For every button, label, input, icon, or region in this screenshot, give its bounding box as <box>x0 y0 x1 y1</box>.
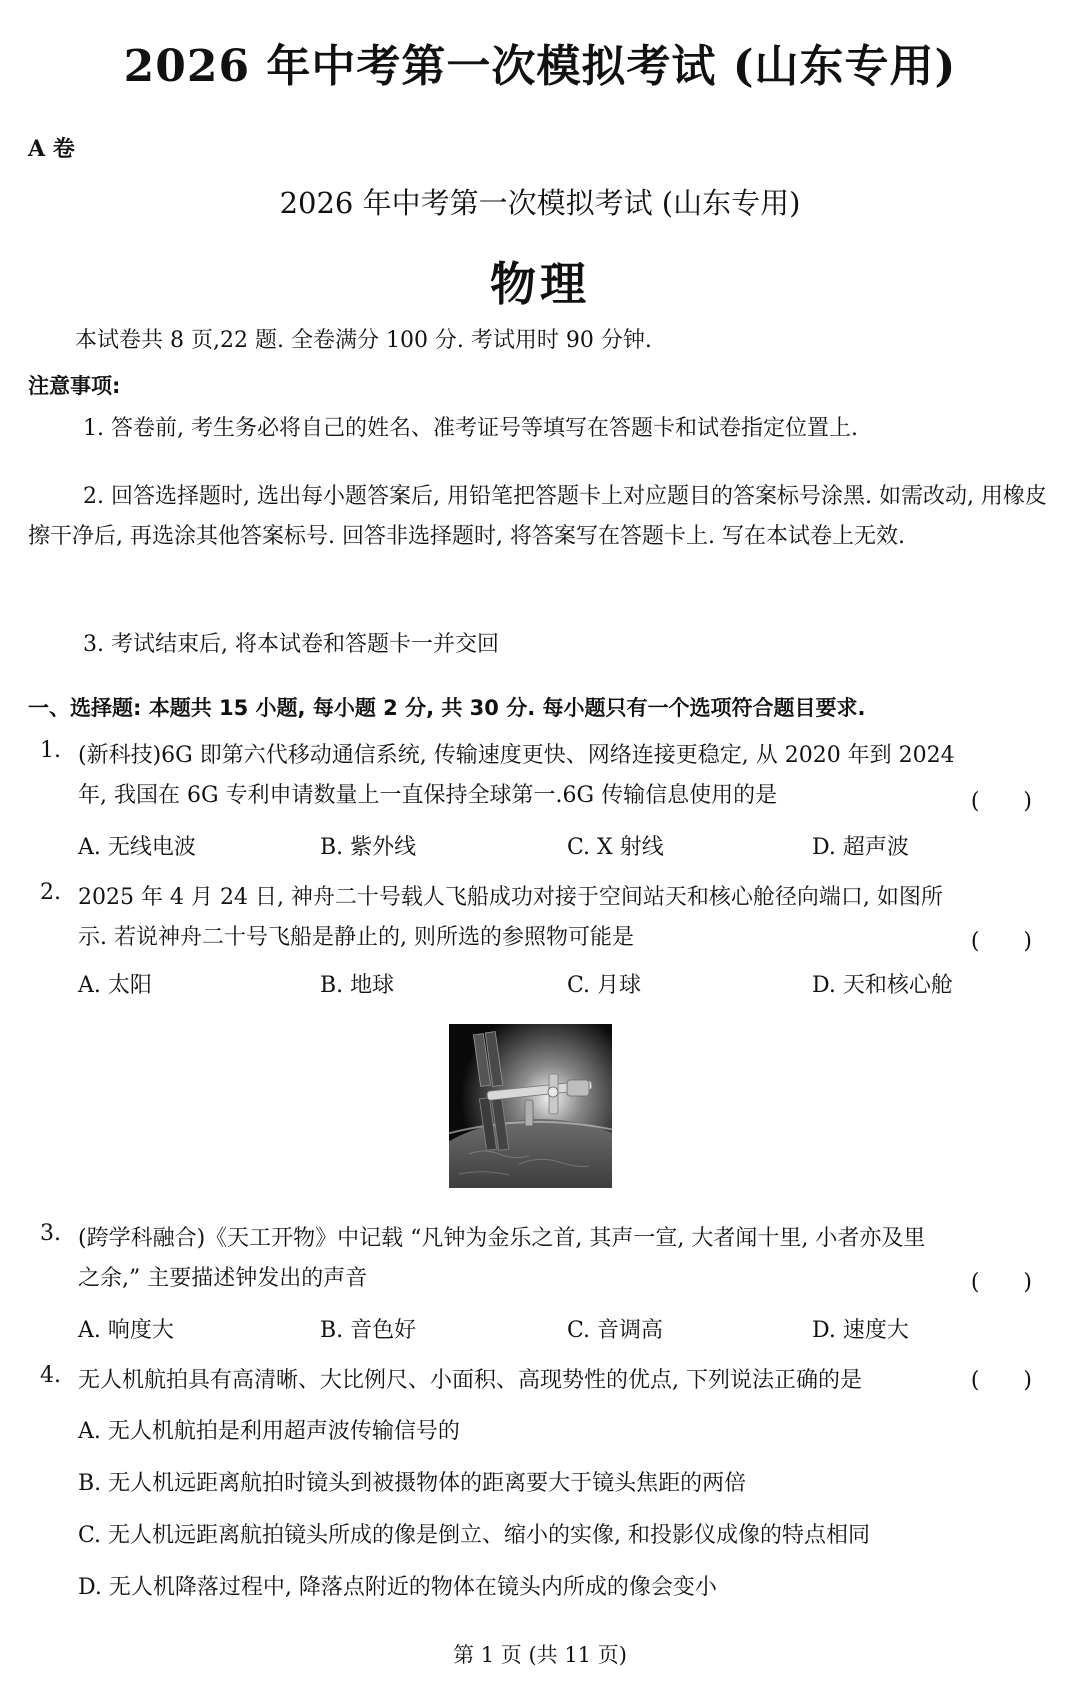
option-c: C. 无人机远距离航拍镜头所成的像是倒立、缩小的实像, 和投影仪成像的特点相同 <box>78 1523 871 1548</box>
option-d: D. 无人机降落过程中, 降落点附近的物体在镜头内所成的像会变小 <box>78 1575 717 1600</box>
question-number: 4. <box>40 1363 61 1388</box>
paper-label: A 卷 <box>28 136 75 162</box>
option-d: D. 速度大 <box>812 1318 909 1343</box>
option-a: A. 响度大 <box>78 1318 174 1343</box>
option-b: B. 无人机远距离航拍时镜头到被摄物体的距离要大于镜头焦距的两倍 <box>78 1471 747 1496</box>
notice-item-1: 1. 答卷前, 考生务必将自己的姓名、准考证号等填写在答题卡和试卷指定位置上. <box>83 416 858 441</box>
option-b: B. 音色好 <box>320 1318 417 1343</box>
answer-bracket: ( ) <box>970 1270 1032 1295</box>
option-a: A. 太阳 <box>78 973 152 998</box>
question-text-line: 无人机航拍具有高清晰、大比例尺、小面积、高现势性的优点, 下列说法正确的是 <box>78 1368 862 1393</box>
question-text-line: 2025 年 4 月 24 日, 神舟二十号载人飞船成功对接于空间站天和核心舱径向端口, 如图所 <box>78 885 943 910</box>
answer-bracket: ( ) <box>970 929 1032 954</box>
page-number: 第 1 页 (共 11 页) <box>453 1643 627 1667</box>
notice-item-2: 2. 回答选择题时, 选出每小题答案后, 用铅笔把答题卡上对应题目的答案标号涂黑. 如需改动, 用橡皮擦干净后, 再选涂其他答案标号. 回答非选择题时, 将答案写在答题卡上. 写在本试卷上无效. <box>28 484 1047 549</box>
question-number: 2. <box>40 880 61 905</box>
question-text-line: (跨学科融合)《天工开物》中记载 “凡钟为金乐之首, 其声一宣, 大者闻十里, 小者亦及里 <box>78 1226 926 1251</box>
option-b: B. 地球 <box>320 973 395 998</box>
option-d: D. 天和核心舱 <box>812 973 953 998</box>
question-number: 1. <box>40 738 61 763</box>
question-text-line: 年, 我国在 6G 专利申请数量上一直保持全球第一.6G 传输信息使用的是 <box>78 783 778 808</box>
notice-heading: 注意事项: <box>28 374 121 398</box>
option-c: C. 音调高 <box>567 1318 664 1343</box>
option-c: C. X 射线 <box>567 835 664 860</box>
notice-item-3: 3. 考试结束后, 将本试卷和答题卡一并交回 <box>83 632 499 657</box>
option-c: C. 月球 <box>567 973 642 998</box>
exam-subtitle: 2026 年中考第一次模拟考试 (山东专用) <box>279 186 801 220</box>
option-a: A. 无线电波 <box>78 835 196 860</box>
question-text-line: (新科技)6G 即第六代移动通信系统, 传输速度更快、网络连接更稳定, 从 2020 年到 2024 <box>78 743 955 768</box>
option-b: B. 紫外线 <box>320 835 417 860</box>
exam-intro: 本试卷共 8 页,22 题. 全卷满分 100 分. 考试用时 90 分钟. <box>75 328 652 353</box>
question-text-line: 示. 若说神舟二十号飞船是静止的, 则所选的参照物可能是 <box>78 925 634 950</box>
question-text-line: 之余,” 主要描述钟发出的声音 <box>78 1266 368 1291</box>
answer-bracket: ( ) <box>970 789 1032 814</box>
subject-title: 物理 <box>490 257 590 311</box>
space-station-illustration <box>449 1024 612 1188</box>
answer-bracket: ( ) <box>970 1368 1032 1393</box>
section-heading: 一、选择题: 本题共 15 小题, 每小题 2 分, 共 30 分. 每小题只有一个选项符合题目要求. <box>28 696 866 720</box>
main-title: 2026 年中考第一次模拟考试 (山东专用) <box>123 41 957 92</box>
question-number: 3. <box>40 1221 61 1246</box>
option-d: D. 超声波 <box>812 835 909 860</box>
option-a: A. 无人机航拍是利用超声波传输信号的 <box>78 1419 460 1444</box>
space-station-figure <box>449 1024 612 1188</box>
